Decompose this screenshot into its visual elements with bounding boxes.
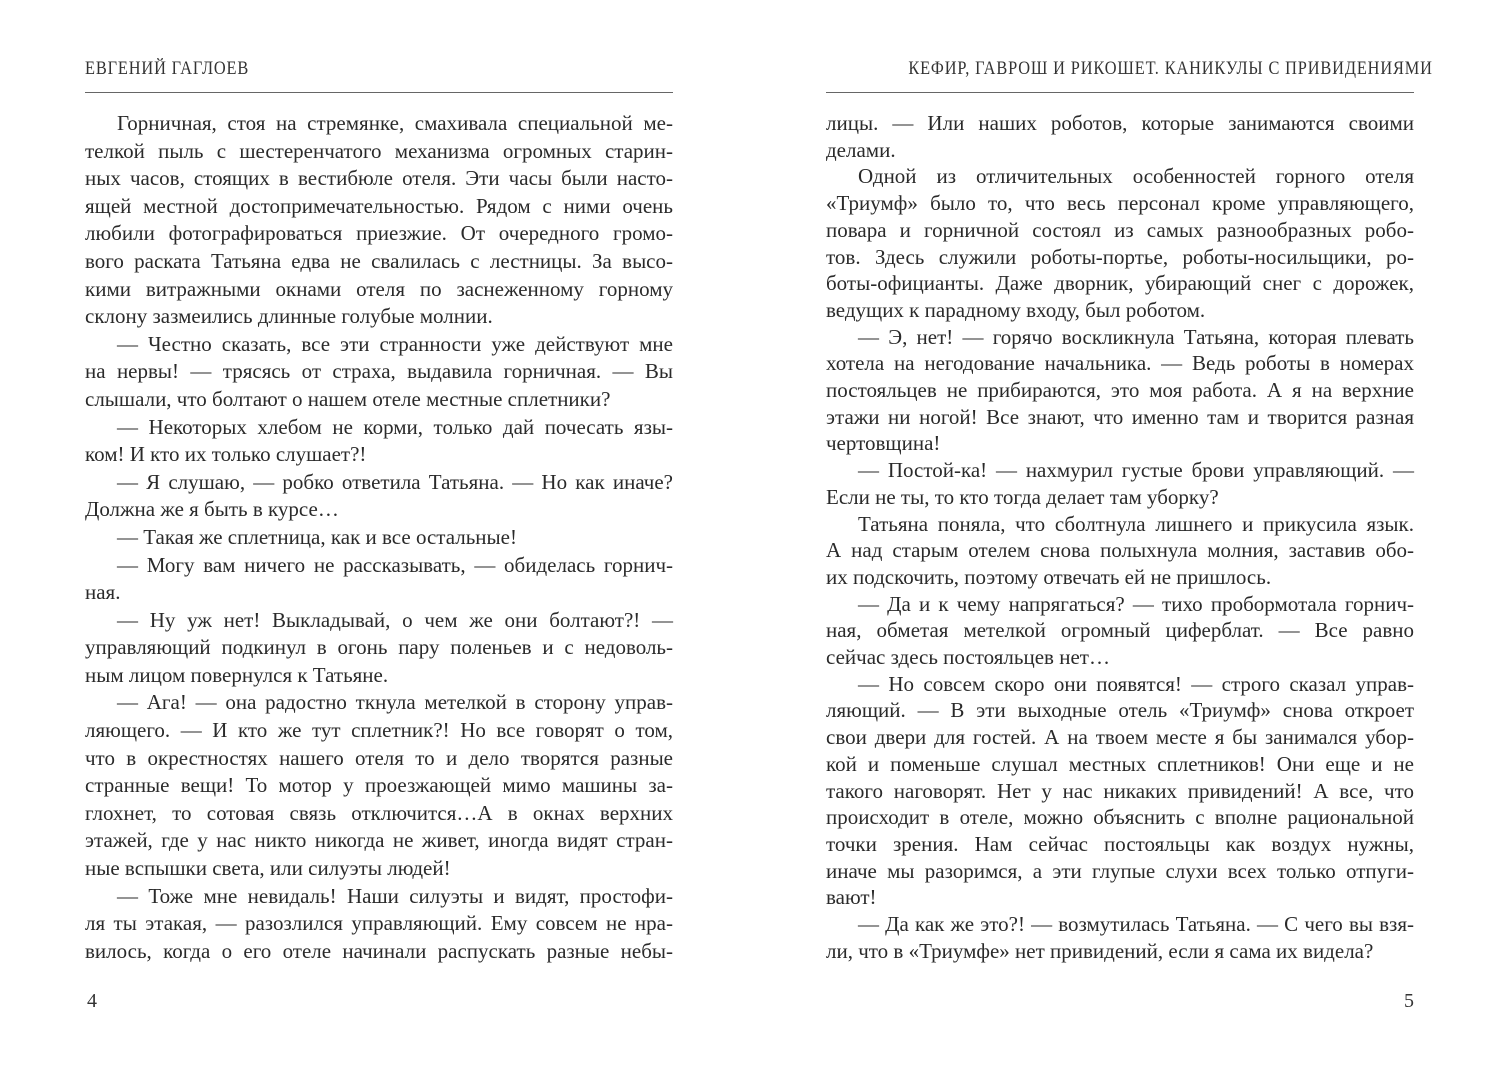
text-line: вилось, когда о его отеле начинали распускать разные небы- (85, 938, 673, 963)
text-line: — Постой-ка! — нахмурил густые брови управляющий. — (858, 458, 1414, 483)
text-line: чертовщина! (826, 431, 941, 456)
page-number: 5 (1404, 990, 1414, 1012)
paragraph (85, 469, 673, 524)
page-body (826, 110, 1414, 965)
text-line: управляющий подкинул в огонь пару поленьев и с недоволь- (85, 635, 673, 660)
text-line: на нервы! — трясясь от страха, выдавила горничная. — Вы (85, 359, 673, 384)
page-number: 4 (87, 990, 97, 1012)
running-header-title: КЕФИР, ГАВРОШ И РИКОШЕТ. КАНИКУЛЫ С ПРИВИДЕНИЯМИ (908, 58, 1433, 79)
paragraph (85, 883, 673, 966)
text-line: кой и поменьше слушал местных сплетников! Они еще и не (826, 751, 1414, 776)
text-line: — Некоторых хлебом не корми, только дай почесать язы- (117, 414, 673, 439)
paragraph (826, 324, 1414, 458)
paragraph (826, 511, 1414, 591)
text-line: — Честно сказать, все эти странности уже действуют мне (117, 331, 673, 356)
text-line: странные вещи! То мотор у проезжающей мимо машины за- (85, 773, 673, 798)
text-line: Должна же я быть в курсе… (85, 497, 339, 522)
text-line: ляющего. — И кто же тут сплетник?! Но все говорят о том, (85, 718, 673, 743)
text-line: ляющий. — В эти выходные отель «Триумф» снова откроет (826, 698, 1414, 723)
text-line: Одной из отличительных особенностей горного отеля (858, 164, 1414, 189)
text-line: такого наговорят. Нет у нас никаких привидений! А все, что (826, 778, 1414, 803)
paragraph (826, 911, 1414, 964)
text-line: ком! И кто их только слушает?! (85, 442, 367, 467)
text-line: их подскочить, поэтому отвечать ей не пришлось. (826, 564, 1272, 589)
text-line: — Но совсем скоро они появятся! — строго сказал управ- (858, 671, 1414, 696)
text-line: постояльцев не прибираются, это моя работа. А я на верхние (826, 378, 1414, 403)
text-line: ная. (85, 580, 121, 605)
text-line: Горничная, стоя на стремянке, смахивала специальной ме- (117, 111, 673, 135)
text-line: лицы. — Или наших роботов, которые занимаются своими (826, 111, 1414, 135)
paragraph (85, 689, 673, 882)
text-line: ная, обметая метелкой огромный циферблат. — Все равно (826, 618, 1414, 643)
text-line: повара и горничной состоял из самых разнообразных робо- (826, 217, 1414, 242)
text-line: иначе мы разоримся, а эти глупые слухи всех только отпуги- (826, 858, 1414, 883)
text-line: этажи ни ногой! Все знают, что именно там и творится разная (826, 404, 1414, 429)
text-line: — Да и к чему напрягаться? — тихо пробормотала горнич- (858, 591, 1414, 616)
text-line: тов. Здесь служили роботы-портье, роботы-носильщики, ро- (826, 244, 1414, 269)
text-line: ных часов, стоящих в вестибюле отеля. Эти часы были насто- (85, 166, 673, 191)
header-rule (85, 92, 673, 93)
paragraph (826, 671, 1414, 911)
text-line: этажей, где у нас никто никогда не живет, иногда видят стран- (85, 828, 673, 853)
header-rule (826, 92, 1414, 93)
paragraph (85, 331, 673, 414)
text-line: слышали, что болтают о нашем отеле местные сплетники? (85, 386, 611, 411)
text-line: — Э, нет! — горячо воскликнула Татьяна, которая плевать (858, 324, 1414, 349)
text-line: ля ты этакая, — разозлился управляющий. Ему совсем не нра- (85, 911, 673, 936)
text-line: А над старым отелем снова полыхнула молния, заставив обо- (826, 538, 1414, 563)
text-line: телкой пыль с шестеренчатого механизма огромных старин- (85, 138, 673, 163)
text-line: что в окрестностях нашего отеля то и дело творятся разные (85, 745, 673, 770)
text-line: ным лицом повернулся к Татьяне. (85, 662, 389, 687)
paragraph (85, 607, 673, 690)
paragraph (826, 110, 1414, 163)
text-line: склону зазмеились длинные голубые молнии. (85, 304, 493, 329)
text-line: вают! (826, 885, 877, 910)
text-line: хотела на негодование начальника. — Ведь роботы в номерах (826, 351, 1414, 376)
text-line: вого раската Татьяна едва не свалилась с лестницы. За высо- (85, 248, 673, 273)
text-line: кими витражными окнами отеля по заснеженному горному (85, 276, 673, 301)
paragraph (85, 110, 673, 331)
text-line: ящей местной достопримечательностью. Рядом с ними очень (85, 193, 673, 218)
text-line: ведущих к парадному входу, был роботом. (826, 297, 1206, 322)
text-line: ли, что в «Триумфе» нет привидений, если я сама их видела? (826, 938, 1374, 963)
paragraph (85, 552, 673, 607)
text-line: Татьяна поняла, что сболтнула лишнего и прикусила язык. (858, 511, 1414, 536)
text-line: — Ну уж нет! Выкладывай, о чем же они болтают?! — (117, 607, 673, 632)
text-line: боты-официанты. Даже дворник, убирающий снег с дорожек, (826, 271, 1414, 296)
text-line: делами. (826, 137, 896, 162)
page-body (85, 110, 673, 965)
text-line: глохнет, то сотовая связь отключится…А в окнах верхних (85, 800, 673, 825)
text-line: — Тоже мне невидаль! Наши силуэты и видят, простофи- (117, 883, 673, 908)
text-line: — Такая же сплетница, как и все остальные! (117, 524, 517, 549)
text-line: Если не ты, то кто тогда делает там уборку? (826, 484, 1219, 509)
text-line: ные вспышки света, или силуэты людей! (85, 856, 451, 881)
text-line: «Триумф» было то, что весь персонал кроме управляющего, (826, 191, 1414, 216)
text-line: происходит в отеле, можно объяснить с вполне рациональной (826, 805, 1414, 830)
text-line: — Да как же это?! — возмутилась Татьяна. — С чего вы взя- (858, 912, 1414, 937)
running-header-author: ЕВГЕНИЙ ГАГЛОЕВ (85, 58, 250, 79)
text-line: свои двери для гостей. А на твоем месте я бы занимался убор- (826, 725, 1414, 750)
paragraph (85, 414, 673, 469)
paragraph (826, 457, 1414, 510)
text-line: — Могу вам ничего не рассказывать, — обиделась горнич- (117, 552, 673, 577)
text-line: сейчас здесь постояльцев нет… (826, 645, 1110, 670)
paragraph (826, 163, 1414, 323)
paragraph (85, 524, 673, 552)
text-line: точки зрения. Нам сейчас постояльцы как воздух нужны, (826, 831, 1414, 856)
text-line: — Ага! — она радостно ткнула метелкой в сторону управ- (117, 690, 673, 715)
text-line: любили фотографироваться приезжие. От очередного громо- (85, 221, 673, 246)
paragraph (826, 591, 1414, 671)
text-line: — Я слушаю, — робко ответила Татьяна. — Но как иначе? (117, 469, 673, 494)
